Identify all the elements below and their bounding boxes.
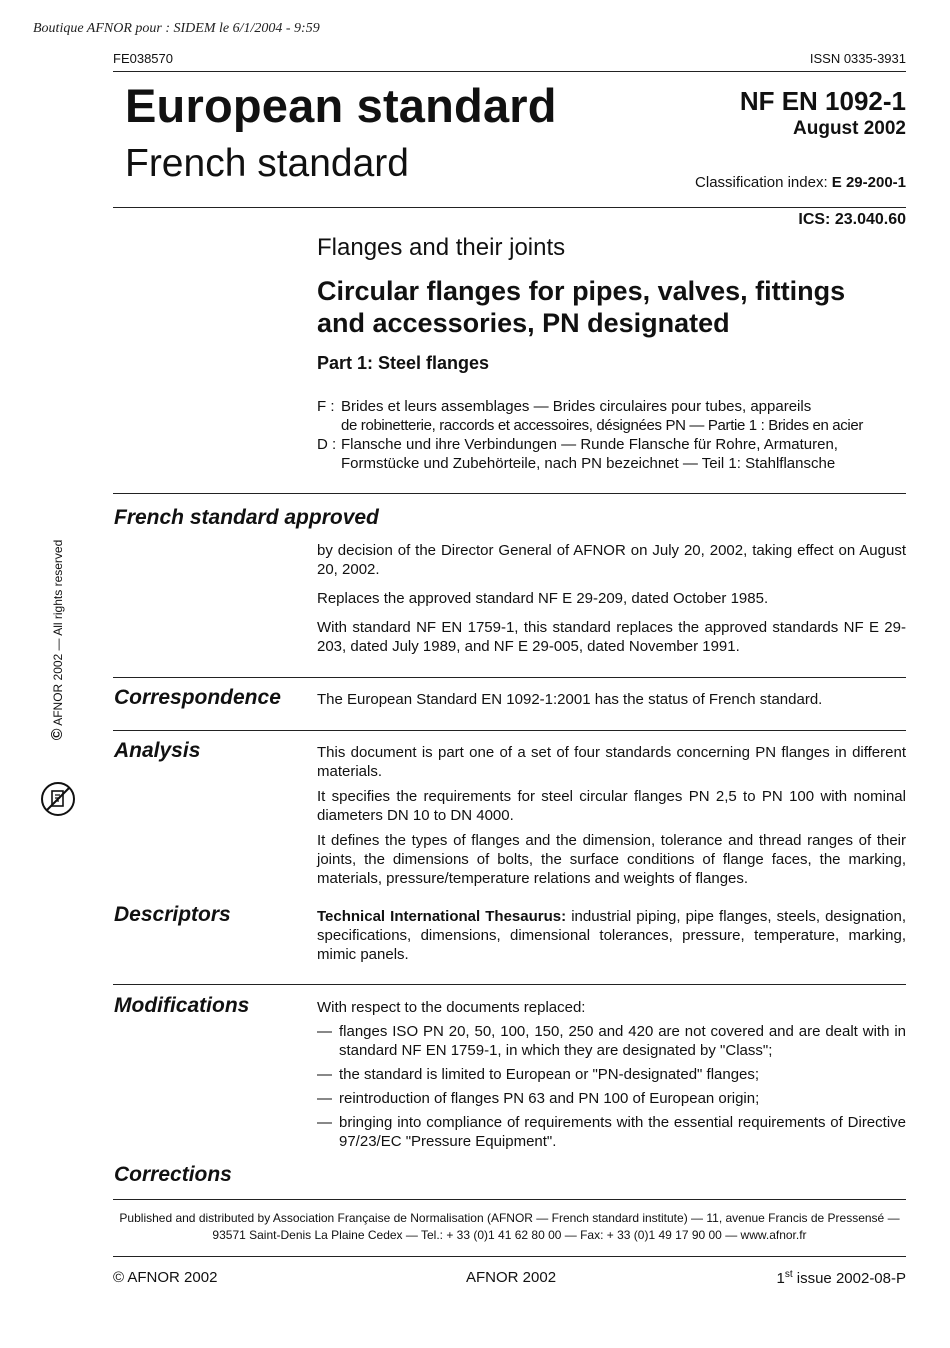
issue-code: issue 2002-08-P: [792, 1270, 906, 1287]
copyright-symbol: ©: [49, 728, 66, 741]
ics-code: ICS: 23.040.60: [798, 211, 906, 228]
modification-item-text: bringing into compliance of requirements with the essential requirements of Directive 97/23/EC "Pressure Equipment".: [339, 1114, 906, 1150]
side-copyright: [49, 540, 67, 741]
part-title: Part 1: Steel flanges: [317, 353, 490, 373]
dash-bullet: —: [317, 1114, 332, 1131]
page-subtitle: French standard: [125, 142, 409, 185]
modification-item-text: the standard is limited to European or "PN-designated" flanges;: [339, 1066, 760, 1083]
section-divider-analysis: [113, 730, 906, 731]
classification-label: Classification index:: [695, 174, 832, 191]
watermark-text: Boutique AFNOR pour : SIDEM le 6/1/2004 - 9:59: [33, 21, 320, 36]
footer-center: AFNOR 2002: [466, 1269, 557, 1286]
classification-value: E 29-200-1: [831, 174, 906, 191]
modifications-heading: Modifications: [114, 994, 250, 1017]
german-title-line-2: Formstücke und Zubehörteile, nach PN bezeichnet — Teil 1: Stahlflansche: [341, 455, 836, 472]
thesaurus-label: Technical International Thesaurus:: [317, 908, 567, 925]
approved-heading: French standard approved: [114, 506, 379, 529]
correspondence-text: The European Standard EN 1092-1:2001 has the status of French standard.: [317, 691, 823, 708]
modification-item: [317, 1089, 906, 1108]
german-title-line-1: Flansche und ihre Verbindungen — Runde Flansche für Rohre, Armaturen,: [341, 436, 838, 453]
main-title-line-2: and accessories, PN designated: [317, 308, 730, 338]
classification-index: [695, 174, 906, 191]
issn-number: ISSN 0335-3931: [809, 51, 906, 66]
approved-paragraph-2: Replaces the approved standard NF E 29-209, dated October 1985.: [317, 590, 769, 607]
section-divider-approved: [113, 493, 906, 494]
approved-paragraph-1: by decision of the Director General of AFNOR on July 20, 2002, taking effect on August 20, 2002.: [317, 542, 906, 578]
modifications-section: [317, 998, 906, 1151]
approved-paragraph-3: With standard NF EN 1759-1, this standard replaces the approved standards NF E 29-203, dated July 1989, and NF E 29-005, dated November 1991.: [317, 619, 906, 655]
analysis-paragraph-3: It defines the types of flanges and the dimension, tolerance and thread ranges of their joints, the dimensions of bolts, the surface conditions of flange faces, the marking, materials, pressure/temperature relations and weights of flanges.: [317, 832, 906, 887]
french-label: F :: [317, 398, 335, 415]
correspondence-heading: Correspondence: [114, 686, 281, 709]
main-title-line-1: Circular flanges for pipes, valves, fittings: [317, 276, 846, 306]
standard-number: NF EN 1092-1: [739, 86, 906, 116]
analysis-heading: Analysis: [114, 739, 201, 762]
modification-item-text: reintroduction of flanges PN 63 and PN 100 of European origin;: [339, 1090, 760, 1107]
section-divider-modifications: [113, 984, 906, 985]
descriptors-keywords: industrial piping, pipe flanges, steels, designation, specifications, dimensions, dimensional tolerances, pressure, temperature, marking, mimic panels.: [317, 908, 906, 963]
corrections-heading: Corrections: [114, 1163, 232, 1186]
side-copyright-text: AFNOR 2002 — All rights reserved: [51, 539, 65, 726]
french-title-line-1: Brides et leurs assemblages — Brides circulaires pour tubes, appareils: [341, 398, 812, 415]
document-main-title: [317, 275, 906, 339]
dash-bullet: —: [317, 1090, 332, 1107]
title-divider: [113, 207, 906, 208]
publisher-info: [113, 1210, 906, 1244]
footer-copyright: © AFNOR 2002: [113, 1269, 218, 1286]
analysis-paragraph-2: It specifies the requirements for steel circular flanges PN 2,5 to PN 100 with nominal diameters DN 10 to DN 4000.: [317, 788, 906, 824]
modification-item: [317, 1113, 906, 1151]
modification-item: [317, 1065, 906, 1084]
descriptors-heading: Descriptors: [114, 903, 231, 926]
publisher-line-2: 93571 Saint-Denis La Plaine Cedex — Tel.: + 33 (0)1 41 62 80 00 — Fax: + 33 (0)1 49 17 90 00 — www.afnor.fr: [212, 1228, 807, 1242]
subject-heading: Flanges and their joints: [317, 234, 566, 261]
dash-bullet: —: [317, 1066, 332, 1083]
footer-divider-top: [113, 1199, 906, 1200]
footer-divider-bottom: [113, 1256, 906, 1257]
document-reference: FE038570: [113, 51, 173, 66]
analysis-section: [317, 743, 906, 888]
header-divider: [113, 71, 906, 72]
no-photocopy-icon: [40, 781, 76, 817]
publisher-line-1: Published and distributed by Association Française de Normalisation (AFNOR — French standard institute) — 11, avenue Francis de Pressensé —: [119, 1211, 900, 1225]
issue-number-suffix: st: [784, 1269, 793, 1280]
dash-bullet: —: [317, 1023, 332, 1040]
modifications-intro: With respect to the documents replaced:: [317, 999, 586, 1016]
german-label: D :: [317, 436, 337, 453]
page-title: European standard: [125, 79, 557, 132]
descriptors-text: [317, 907, 906, 964]
french-title-line-2: de robinetterie, raccords et accessoires, désignées PN — Partie 1 : Brides en acier: [341, 417, 864, 434]
modification-item-text: flanges ISO PN 20, 50, 100, 150, 250 and 420 are not covered and are dealt with in standard NF EN 1759-1, in which they are designated by "Class";: [339, 1023, 906, 1059]
approved-section: [317, 541, 906, 656]
translated-titles: [317, 397, 906, 473]
standard-date: August 2002: [793, 118, 906, 139]
issue-number-value: 1: [776, 1270, 785, 1287]
section-divider-correspondence: [113, 677, 906, 678]
modification-item: [317, 1022, 906, 1060]
issue-number: [776, 1269, 906, 1287]
analysis-paragraph-1: This document is part one of a set of four standards concerning PN flanges in different materials.: [317, 744, 906, 780]
